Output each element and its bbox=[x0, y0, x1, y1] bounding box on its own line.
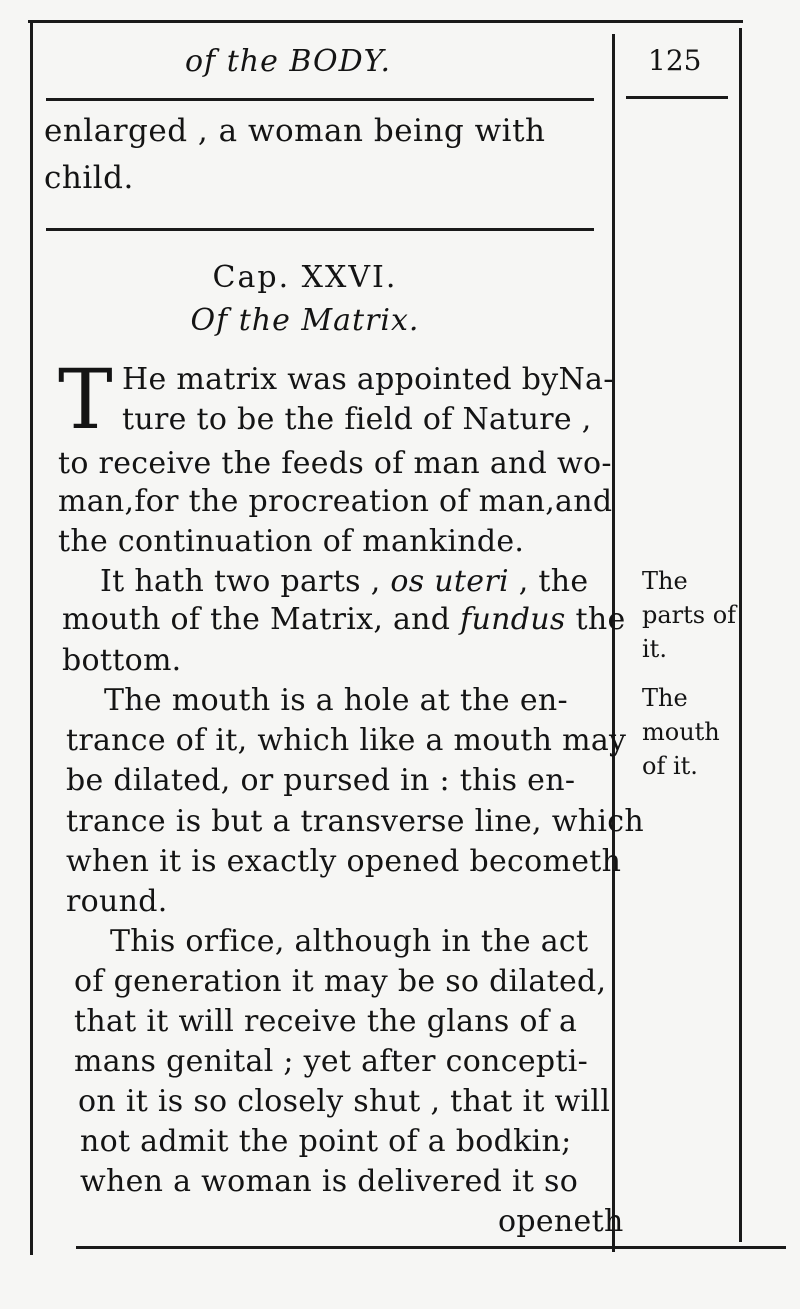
paragraph-line: trance of it, which like a mouth may bbox=[66, 723, 627, 758]
margin-divider-rule bbox=[612, 34, 615, 1252]
catchword: openeth bbox=[498, 1204, 624, 1239]
margin-note-line: mouth bbox=[642, 718, 720, 746]
page-number: 125 bbox=[648, 44, 702, 77]
paragraph-line: of generation it may be so dilated, bbox=[74, 964, 607, 999]
margin-note-line: of it. bbox=[642, 752, 698, 780]
paragraph-line: be dilated, or pursed in : this en- bbox=[66, 763, 576, 798]
paragraph-line: mans genital ; yet after concepti- bbox=[74, 1044, 589, 1079]
text-run: the bbox=[565, 602, 626, 637]
header-rule bbox=[46, 98, 594, 101]
margin-note-line: parts of bbox=[642, 601, 737, 629]
chapter-separator-rule bbox=[46, 228, 594, 231]
paragraph-line: round. bbox=[66, 884, 168, 919]
margin-note-line: The bbox=[642, 684, 688, 712]
paragraph-line: when it is exactly opened becometh bbox=[66, 844, 622, 879]
text-run: , the bbox=[508, 564, 589, 599]
paragraph-line: man,for the procreation of man,and bbox=[58, 484, 613, 519]
paragraph-line: This orfice, although in the act bbox=[110, 924, 589, 959]
paragraph-line bbox=[62, 602, 626, 637]
paragraph-line: not admit the point of a bodkin; bbox=[80, 1124, 572, 1159]
text-run: It hath two parts , bbox=[100, 564, 391, 599]
continuation-line: enlarged , a woman being with bbox=[44, 113, 546, 149]
running-head-title: of the BODY. bbox=[185, 44, 392, 79]
paragraph-line: The mouth is a hole at the en- bbox=[104, 683, 568, 718]
paragraph-line: that it will receive the glans of a bbox=[74, 1004, 578, 1039]
margin-note-line: it. bbox=[642, 635, 667, 663]
top-border-rule bbox=[28, 20, 743, 23]
paragraph-line: the continuation of mankinde. bbox=[58, 524, 525, 559]
paragraph-line: on it is so closely shut , that it will bbox=[78, 1084, 611, 1119]
right-border-rule bbox=[739, 28, 742, 1242]
text-run: mouth of the Matrix, and bbox=[62, 602, 461, 637]
latin-term: fundus bbox=[460, 602, 566, 637]
chapter-title: Of the Matrix. bbox=[190, 303, 420, 338]
paragraph-line: trance is but a transverse line, which bbox=[66, 804, 644, 839]
header-margin-rule bbox=[626, 96, 728, 99]
paragraph-line bbox=[100, 564, 588, 599]
left-border-rule bbox=[30, 20, 33, 1255]
margin-note-line: The bbox=[642, 567, 688, 595]
paragraph-line: when a woman is delivered it so bbox=[80, 1164, 579, 1199]
paragraph-line: ture to be the field of Nature , bbox=[122, 402, 592, 437]
continuation-line: child. bbox=[44, 160, 134, 196]
paragraph-line: to receive the feeds of man and wo- bbox=[58, 446, 612, 481]
bottom-border-rule bbox=[76, 1246, 786, 1249]
paragraph-line: He matrix was appointed byNa- bbox=[122, 362, 614, 397]
paragraph-line: bottom. bbox=[62, 643, 182, 678]
drop-cap-letter: T bbox=[58, 353, 113, 448]
latin-term: os uteri bbox=[390, 564, 509, 599]
chapter-heading: Cap. XXVI. bbox=[212, 260, 398, 295]
